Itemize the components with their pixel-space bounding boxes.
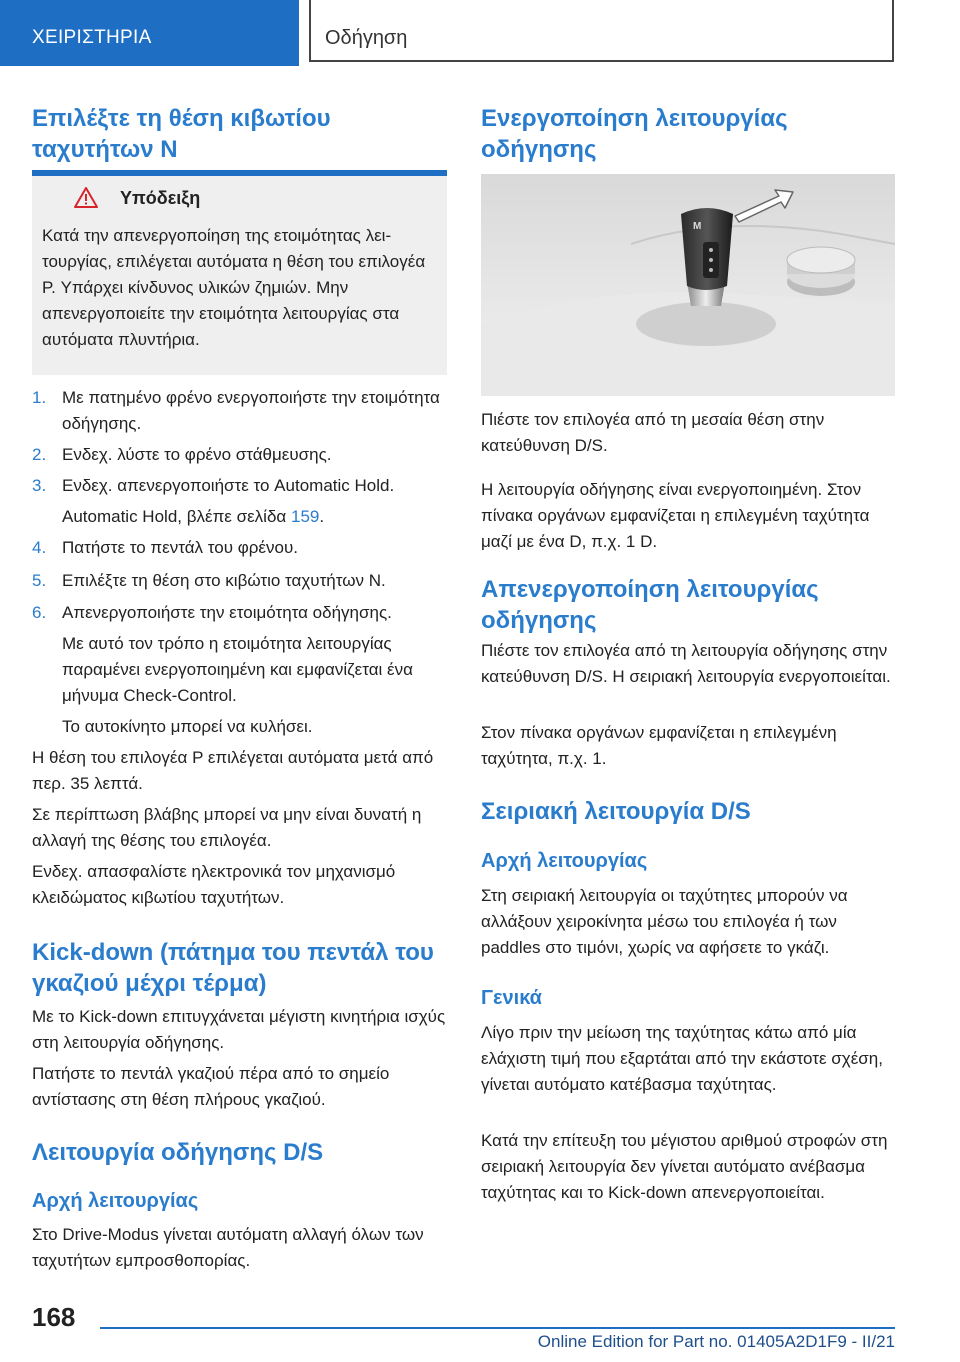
step-number: 5. bbox=[32, 571, 47, 590]
page-link[interactable]: 159 bbox=[290, 507, 320, 526]
paragraph: Η θέση του επιλογέα P επιλέγεται αυτόματα μετά από περ. 35 λεπτά. bbox=[32, 748, 434, 793]
warning-box bbox=[32, 176, 447, 375]
heading-deactivate: Απενεργοποίηση λειτουργίας οδήγησης bbox=[481, 576, 819, 634]
step-text: Με πατημένο φρένο ενεργοποιήστε την ετοιμότητα οδήγησης. bbox=[62, 388, 440, 433]
page-number: 168 bbox=[32, 1302, 76, 1332]
step-subtext: Με αυτό τον τρόπο η ετοιμότητα λειτουργίας παραμένει ενεργοποιημένη και εμφανίζεται ένα μήνυμα Check-Control. bbox=[62, 634, 413, 705]
paragraph: Πατήστε το πεντάλ γκαζιού πέρα από το σημείο αντίστασης στη θέση πλήρους γκαζιού. bbox=[32, 1064, 390, 1109]
paragraph: Σε περίπτωση βλάβης μπορεί να μην είναι δυνατή η αλλαγή της θέσης του επιλογέα. bbox=[32, 805, 422, 850]
paragraph: Στον πίνακα οργάνων εμφανίζεται η επιλεγμένη ταχύτητα, π.χ. 1. bbox=[481, 723, 837, 768]
heading-activate: Ενεργοποίηση λειτουργίας οδήγησης bbox=[481, 105, 788, 163]
warning-triangle-icon bbox=[74, 186, 98, 210]
paragraph: Πιέστε τον επιλογέα από τη μεσαία θέση στην κατεύθυνση D/S. bbox=[481, 410, 825, 455]
paragraph: Ενδεχ. απασφαλίστε ηλεκτρονικά τον μηχανισμό κλειδώματος κιβωτίου ταχυτήτων. bbox=[32, 862, 396, 907]
chapter-tab-label: ΧΕΙΡΙΣΤΗΡΙΑ bbox=[32, 27, 152, 48]
heading-serial: Σειριακή λειτουργία D/S bbox=[481, 798, 751, 825]
step-text: Πατήστε το πεντάλ του φρένου. bbox=[62, 538, 298, 557]
step-text: Απενεργοποιήστε την ετοιμότητα οδήγησης. bbox=[62, 603, 392, 622]
paragraph: Στο Drive-Modus γίνεται αυτόματη αλλαγή όλων των ταχυτήτων εμπροσθοπορίας. bbox=[32, 1225, 424, 1270]
paragraph: Πιέστε τον επιλογέα από τη λειτουργία οδήγησης στην κατεύθυνση D/S. Η σειριακή λειτουργία ενεργοποιείται. bbox=[481, 641, 891, 686]
paragraph: Με το Kick-down επιτυγχάνεται μέγιστη κινητήρια ισχύς στη λειτουργία οδήγησης. bbox=[32, 1007, 446, 1052]
chapter-tab bbox=[0, 0, 299, 66]
paragraph: Κατά την επίτευξη του μέγιστου αριθμού στροφών στη σειριακή λειτουργία δεν γίνεται αυτόματο ανέβασμα ταχύτητας και το Kick-down απενεργοποιείται. bbox=[481, 1131, 888, 1202]
gear-selector-illustration bbox=[481, 174, 895, 396]
section-title: Οδήγηση bbox=[325, 27, 408, 49]
step-text: Ενδεχ. λύστε το φρένο στάθμευσης. bbox=[62, 445, 332, 464]
heading-drive-mode: Λειτουργία οδήγησης D/S bbox=[32, 1139, 324, 1166]
subheading-general: Γενικά bbox=[481, 987, 542, 1009]
step-reference bbox=[62, 504, 447, 530]
heading-neutral: Επιλέξτε τη θέση κιβωτίου ταχυτήτων N bbox=[32, 105, 331, 163]
section-header bbox=[309, 0, 894, 62]
step-number: 2. bbox=[32, 445, 47, 464]
subheading-principle: Αρχή λειτουργίας bbox=[32, 1190, 199, 1212]
footer-rule bbox=[100, 1327, 895, 1329]
step-subtext: Το αυτοκίνητο μπορεί να κυλήσει. bbox=[62, 717, 313, 736]
heading-kickdown: Kick-down (πάτημα του πεντάλ του γκαζιού μέχρι τέρμα) bbox=[32, 939, 434, 997]
paragraph: Στη σειριακή λειτουργία οι ταχύτητες μπορούν να αλλάξουν χειροκίνητα μέσω του επιλογέα ή των paddles στο τιμόνι, χωρίς να αφήσετε το γκάζι. bbox=[481, 886, 848, 957]
reference-end: . bbox=[319, 507, 325, 526]
svg-text:M: M bbox=[693, 221, 702, 232]
step-number: 6. bbox=[32, 603, 47, 622]
reference-text: Automatic Hold, βλέπε σελίδα bbox=[62, 507, 287, 526]
step-number: 1. bbox=[32, 388, 47, 407]
subheading-principle: Αρχή λειτουργίας bbox=[481, 850, 648, 872]
step-text: Ενδεχ. απενεργοποιήστε το Automatic Hold. bbox=[62, 476, 395, 495]
gear-selector-photo bbox=[481, 174, 895, 396]
edition-footer: Online Edition for Part no. 01405A2D1F9 - II/21 bbox=[537, 1332, 895, 1351]
warning-text: Κατά την απενεργοποίηση της ετοιμότητας λειτουργίας, επιλέγεται αυτόματα η θέση του επιλογέα P. Υπάρχει κίνδυνος υλικών ζημιών. Μην απενεργοποιείτε την ετοιμότητα λειτουργίας στα αυτόματα πλυντήρια. bbox=[42, 226, 426, 349]
paragraph: Η λειτουργία οδήγησης είναι ενεργοποιημένη. Στον πίνακα οργάνων εμφανίζεται η επιλεγμένη ταχύτητα μαζί με ένα D, π.χ. 1 D. bbox=[481, 480, 870, 551]
warning-title: Υπόδειξη bbox=[120, 188, 201, 208]
paragraph: Λίγο πριν την μείωση της ταχύτητας κάτω από μία ελάχιστη τιμή που εξαρτάται από την εκάστοτε σχέση, γίνεται αυτόματο κατέβασμα ταχύτητας. bbox=[481, 1023, 883, 1094]
step-number: 3. bbox=[32, 476, 47, 495]
step-text: Επιλέξτε τη θέση στο κιβώτιο ταχυτήτων N. bbox=[62, 571, 386, 590]
step-number: 4. bbox=[32, 538, 47, 557]
